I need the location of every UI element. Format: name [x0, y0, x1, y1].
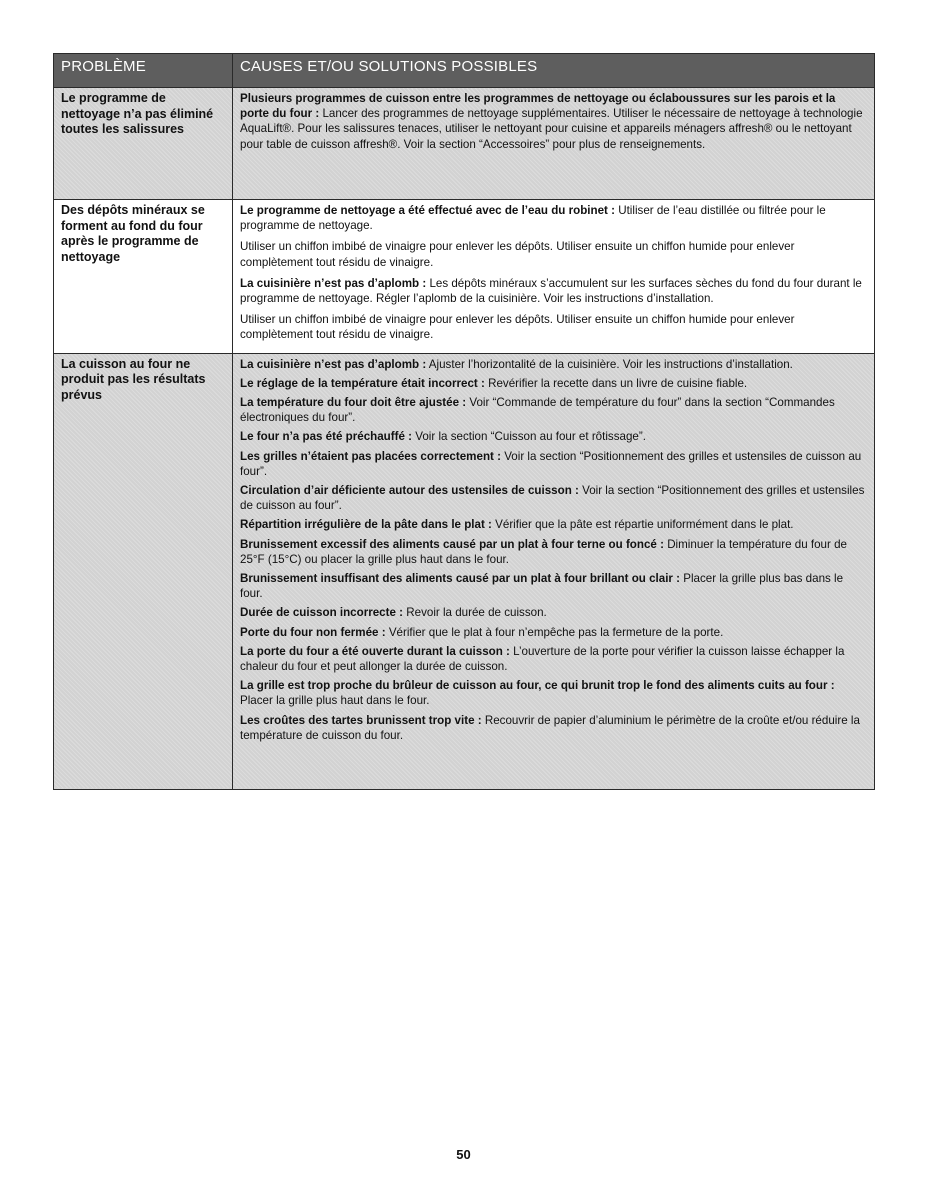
cause-text: Voir “Commande de température du four” dans la section “Commandes électroniques du four”. [240, 396, 835, 425]
cause-text: Revoir la durée de cuisson. [406, 606, 547, 620]
cause-text: Utiliser de l’eau distillée ou filtrée pour le programme de nettoyage. [240, 204, 826, 233]
cause-title: La cuisinière n’est pas d’aplomb : [240, 357, 427, 371]
cause-item [240, 625, 866, 640]
cause-title: La porte du four a été ouverte durant la cuisson : [240, 644, 510, 658]
cause-title: Les grilles n’étaient pas placées correctement : [240, 449, 501, 463]
cause-title: Durée de cuisson incorrecte : [240, 606, 404, 620]
page-number: 50 [456, 1147, 471, 1162]
problem-text: La cuisson au four ne produit pas les résultats prévus [61, 356, 206, 402]
cause-text: Utiliser un chiffon imbibé de vinaigre pour enlever les dépôts. Utiliser ensuite un chiffon humide pour enlever complètement tout résidu de vinaigre. [240, 313, 795, 342]
cause-item [240, 312, 866, 342]
cause-item [240, 537, 866, 567]
cause-title: Le programme de nettoyage a été effectué avec de l’eau du robinet : [240, 204, 615, 217]
table-row [54, 353, 875, 789]
cause-item [240, 239, 866, 269]
cause-title: Répartition irrégulière de la pâte dans le plat : [240, 518, 492, 532]
cause-item [240, 678, 866, 708]
header-causes: CAUSES ET/OU SOLUTIONS POSSIBLES [233, 54, 875, 88]
cause-item [240, 376, 866, 391]
table-row [54, 88, 875, 200]
cause-item [240, 203, 866, 233]
cause-text: Voir la section “Cuisson au four et rôtissage”. [415, 430, 646, 444]
cause-item [240, 644, 866, 674]
cause-item [240, 91, 866, 152]
cause-text: Diminuer la température du four de 25°F (15°C) ou placer la grille plus haut dans le four. [240, 537, 847, 566]
cause-text: Recouvrir de papier d’aluminium le périmètre de la croûte et/ou réduire la température de cuisson du four. [240, 713, 860, 742]
cause-title: La cuisinière n’est pas d’aplomb : [240, 276, 427, 290]
cause-title: Le réglage de la température était incorrect : [240, 376, 485, 390]
problem-cell [54, 88, 233, 200]
problem-cell [54, 353, 233, 789]
cause-item [240, 429, 866, 444]
cause-item [240, 605, 866, 620]
cause-item [240, 357, 866, 372]
table-row [54, 200, 875, 354]
table-header-row [54, 54, 875, 88]
cause-text: Lancer des programmes de nettoyage supplémentaires. Utiliser le nécessaire de nettoyage à technologie AquaLift®. Pour les salissures tenaces, utiliser le nettoyant pour cuisine et appareils ménagers affresh® ou le nettoyant pour table de cuisson affresh®. Voir la section “Accessoires” pour plus de renseignements. [240, 107, 863, 151]
cause-text: Vérifier que la pâte est répartie uniformément dans le plat. [495, 518, 794, 532]
cause-item [240, 395, 866, 425]
cause-item [240, 276, 866, 306]
cause-title: Brunissement excessif des aliments causé par un plat à four terne ou foncé : [240, 537, 664, 551]
cause-item [240, 449, 866, 479]
cause-text: Voir la section “Positionnement des grilles et ustensiles de cuisson au four”. [240, 449, 862, 478]
cause-title: Brunissement insuffisant des aliments causé par un plat à four brillant ou clair : [240, 572, 681, 586]
cause-title: Le four n’a pas été préchauffé : [240, 430, 413, 444]
cause-text: Placer la grille plus bas dans le four. [240, 572, 844, 601]
cause-item [240, 571, 866, 601]
problem-text: Des dépôts minéraux se forment au fond du four après le programme de nettoyage [61, 203, 205, 264]
cause-title: Circulation d’air déficiente autour des ustensiles de cuisson : [240, 484, 579, 498]
header-problem: PROBLÈME [54, 54, 233, 88]
problem-text: Le programme de nettoyage n’a pas éliminé toutes les salissures [61, 91, 214, 136]
cause-title: Les croûtes des tartes brunissent trop vite : [240, 713, 482, 727]
cause-title: Porte du four non fermée : [240, 625, 386, 639]
cause-text: Utiliser un chiffon imbibé de vinaigre pour enlever les dépôts. Utiliser ensuite un chiffon humide pour enlever complètement tout résidu de vinaigre. [240, 240, 795, 269]
cause-item [240, 713, 866, 743]
cause-text: Vérifier que le plat à four n’empêche pas la fermeture de la porte. [388, 625, 724, 639]
cause-text: Ajuster l’horizontalité de la cuisinière. Voir les instructions d’installation. [428, 357, 793, 371]
cause-text: Les dépôts minéraux s’accumulent sur les surfaces sèches du fond du four durant le programme de nettoyage. Régler l’aplomb de la cuisinière. Voir les instructions d’installation. [240, 276, 862, 306]
cause-title: La température du four doit être ajustée : [240, 396, 467, 410]
causes-cell [233, 353, 875, 789]
cause-text: Revérifier la recette dans un livre de cuisine fiable. [488, 376, 748, 390]
causes-cell [233, 88, 875, 200]
cause-text: Voir la section “Positionnement des grilles et ustensiles de cuisson au four”. [240, 484, 865, 513]
problem-cell [54, 200, 233, 354]
cause-title: La grille est trop proche du brûleur de cuisson au four, ce qui brunit trop le fond des aliments cuits au four : [240, 679, 835, 693]
cause-item [240, 517, 866, 532]
cause-title: Plusieurs programmes de cuisson entre les programmes de nettoyage ou éclaboussures sur les parois et la porte du four : [240, 92, 836, 121]
troubleshooting-table [53, 53, 875, 790]
cause-text: L’ouverture de la porte pour vérifier la cuisson laisse échapper la chaleur du four et peut allonger la durée de cuisson. [240, 644, 845, 674]
cause-item [240, 483, 866, 513]
causes-cell [233, 200, 875, 354]
cause-text: Placer la grille plus haut dans le four. [240, 694, 430, 708]
